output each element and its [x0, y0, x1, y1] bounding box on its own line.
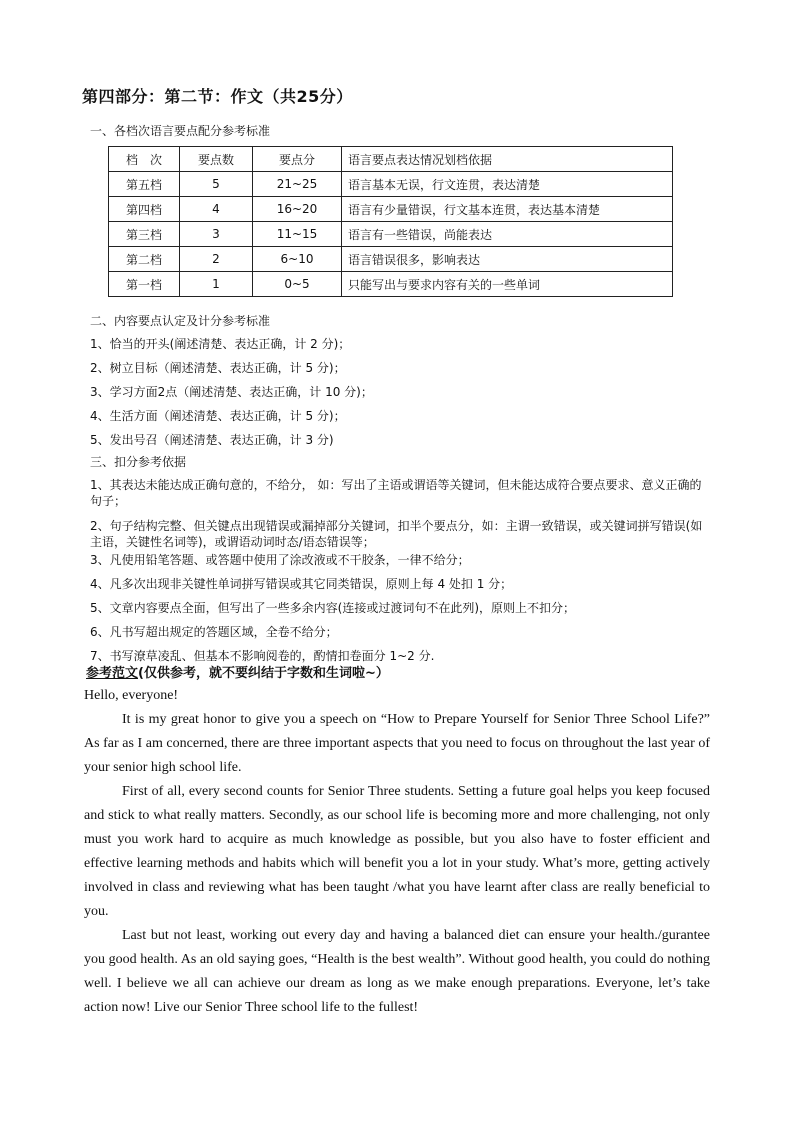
- grading-table: [108, 146, 673, 297]
- content-point-item: 2、树立目标（阐述清楚、表达正确，计 5 分)；: [90, 361, 346, 375]
- essay-paragraph: Last but not least, working out every day and having a balanced diet can ensure your health./gurantee you good health. As an old saying goes, “Health is the best wealth”. Without good health, you could do nothing well. I believe we all can achieve our dream as long as we make enough preparations. Everyone, let’s take action now! Live our Senior Three school life to the fullest!: [84, 928, 710, 1015]
- table-header-row: [109, 147, 673, 172]
- table-cell: 语言有少量错误，行文基本连贯，表达基本清楚: [342, 197, 673, 222]
- table-cell: 21~25: [253, 172, 342, 197]
- deduction-rule-item: 3、凡使用铅笔答题、或答题中使用了涂改液或不干胶条，一律不给分；: [90, 553, 470, 567]
- section-2-title: 二、内容要点认定及计分参考标准: [90, 314, 271, 328]
- section-3-title: 三、扣分参考依据: [90, 455, 187, 469]
- table-cell: 第四档: [109, 197, 180, 222]
- table-cell: 2: [180, 247, 253, 272]
- table-cell: 5: [180, 172, 253, 197]
- table-cell: 第二档: [109, 247, 180, 272]
- table-cell: 语言有一些错误，尚能表达: [342, 222, 673, 247]
- table-row: [109, 247, 673, 272]
- sample-essay-title: [86, 662, 389, 681]
- table-row: [109, 197, 673, 222]
- table-cell: 第五档: [109, 172, 180, 197]
- table-cell: 只能写出与要求内容有关的一些单词: [342, 272, 673, 297]
- essay-paragraph: First of all, every second counts for Senior Three students. Setting a future goal helps you keep focused and stick to what really matters. Secondly, as our school life is becoming more and more challenging, not only must you work hard to acquire as much knowledge as possible, but you also have to foster efficient and effective learning methods and habits which will benefit you a lot in your study. What’s more, getting actively involved in class and reviewing what has been taught /what you have learnt after class are really beneficial to you.: [84, 784, 710, 919]
- deduction-rule-item: 7、书写潦草凌乱、但基本不影响阅卷的，酌情扣卷面分 1~2 分.: [90, 649, 435, 663]
- content-point-item: 4、生活方面（阐述清楚、表达正确，计 5 分)；: [90, 409, 346, 423]
- table-cell: 3: [180, 222, 253, 247]
- table-header-cell: 语言要点表达情况划档依据: [342, 147, 673, 172]
- deduction-rule-item: 2、句子结构完整、但关键点出现错误或漏掉部分关键词，扣半个要点分，如：主谓一致错误，或关键词拼写错误(如主语，关键性名词等)，或谓语动词时态/语态错误等；: [90, 519, 703, 549]
- table-cell: 6~10: [253, 247, 342, 272]
- page-title: 第四部分：第二节：作文（共25分）: [82, 87, 353, 106]
- essay-greeting: Hello, everyone!: [84, 688, 179, 703]
- deduction-rule-item: 6、凡书写超出规定的答题区域，全卷不给分；: [90, 625, 338, 639]
- table-row: [109, 272, 673, 297]
- table-cell: 第三档: [109, 222, 180, 247]
- table-cell: 语言错误很多，影响表达: [342, 247, 673, 272]
- content-point-item: 5、发出号召（阐述清楚、表达正确，计 3 分): [90, 433, 334, 447]
- table-header-cell: 档 次: [109, 147, 180, 172]
- deduction-rule-item: 1、其表达未能达成正确句意的，不给分， 如：写出了主语或谓语等关键词，但未能达成符合要点要求、意义正确的句子；: [90, 478, 702, 508]
- table-cell: 4: [180, 197, 253, 222]
- table-cell: 11~15: [253, 222, 342, 247]
- table-header-cell: 要点数: [180, 147, 253, 172]
- sample-essay-title-note: (仅供参考，就不要纠结于字数和生词啦~）: [138, 666, 389, 681]
- table-header-cell: 要点分: [253, 147, 342, 172]
- table-cell: 1: [180, 272, 253, 297]
- content-point-item: 1、恰当的开头(阐述清楚、表达正确，计 2 分)；: [90, 337, 351, 351]
- sample-essay-title-main: 参考范文: [86, 666, 139, 681]
- deduction-rule-item: 5、文章内容要点全面，但写出了一些多余内容(连接或过渡词句不在此列)，原则上不扣分；: [90, 601, 576, 615]
- deduction-rule-item: 4、凡多次出现非关键性单词拼写错误或其它同类错误，原则上每 4 处扣 1 分；: [90, 577, 513, 591]
- table-cell: 0~5: [253, 272, 342, 297]
- essay-paragraph: It is my great honor to give you a speech on “How to Prepare Yourself for Senior Three School Life?” As far as I am concerned, there are three important aspects that you need to focus on throughout the last year of your senior high school life.: [84, 712, 710, 775]
- content-point-item: 3、学习方面2点（阐述清楚、表达正确，计 10 分)；: [90, 385, 373, 399]
- table-cell: 语言基本无误，行文连贯，表达清楚: [342, 172, 673, 197]
- table-cell: 16~20: [253, 197, 342, 222]
- table-row: [109, 172, 673, 197]
- section-1-title: 一、各档次语言要点配分参考标准: [90, 124, 271, 138]
- table-cell: 第一档: [109, 272, 180, 297]
- table-row: [109, 222, 673, 247]
